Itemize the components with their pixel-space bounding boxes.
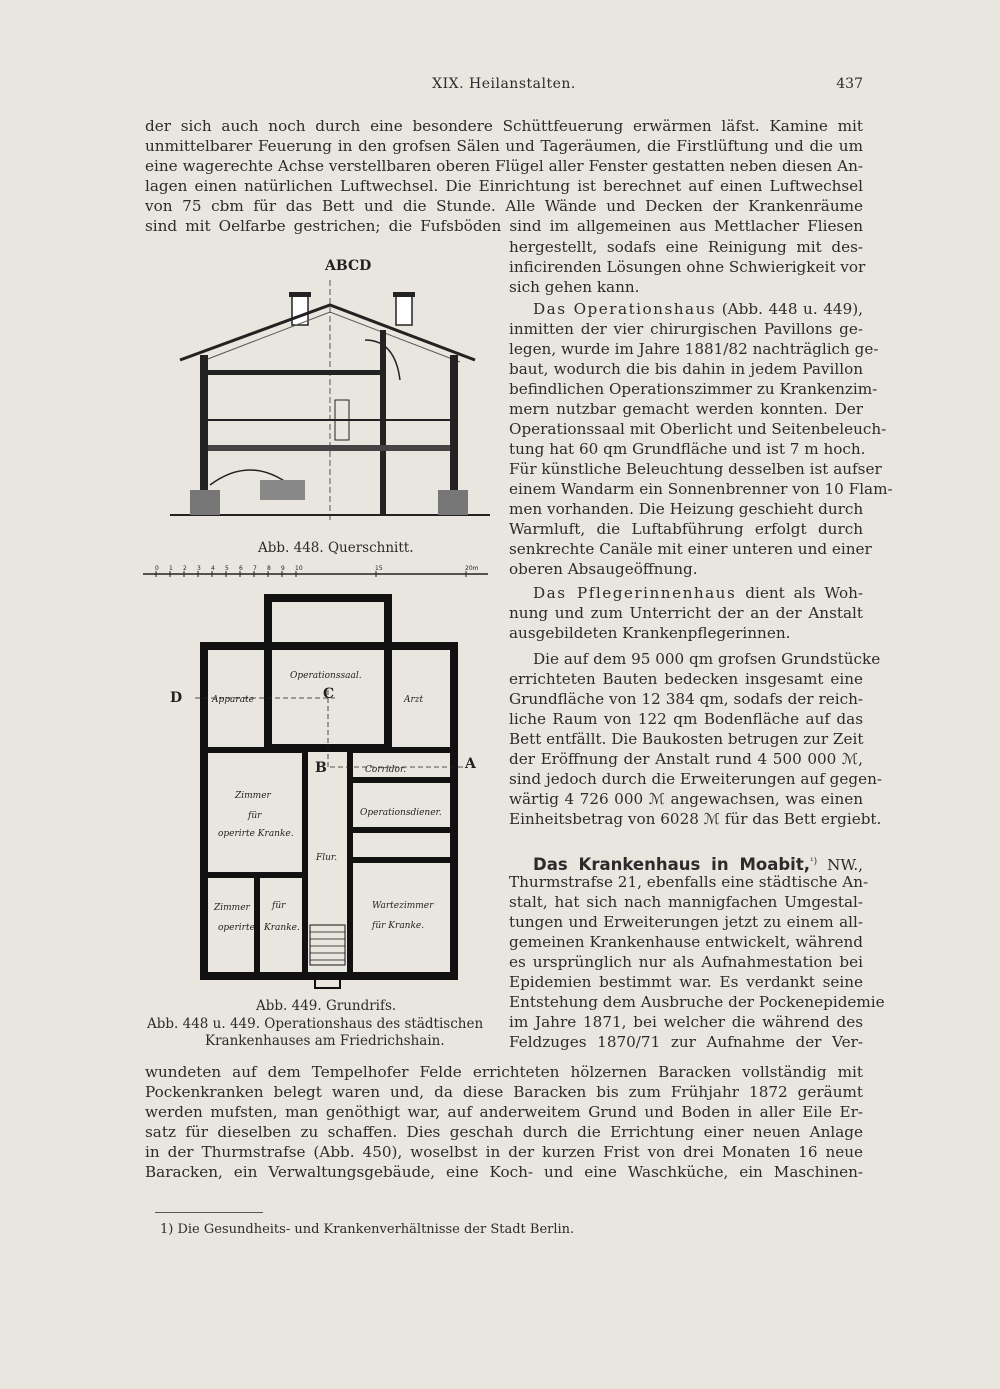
inner-wall <box>380 330 386 515</box>
text-line: gemeinen Krankenhause entwickelt, während <box>509 933 863 951</box>
text-line: einem Wandarm ein Sonnenbrenner von 10 Flam- <box>509 480 893 498</box>
text-line: Baracken, ein Verwaltungsgebäude, eine Koch- und eine Waschküche, ein Maschinen- <box>145 1163 863 1181</box>
text-line: unmittelbarer Feuerung in den grofsen Sälen und Tageräumen, die Firstlüftung und die um <box>145 137 863 155</box>
text-line: men vorhanden. Die Heizung geschieht durch <box>509 500 864 518</box>
section-letter-d: D <box>170 690 183 706</box>
room-zimmer-label: für <box>248 811 262 821</box>
stairs <box>260 480 305 500</box>
caption-448: Abb. 448. Querschnitt. <box>258 540 414 556</box>
room-wartezimmer: Wartezimmer <box>372 901 434 911</box>
text-line: Grundfläche von 12 384 qm, sodafs der reich- <box>509 690 863 708</box>
foundation-right <box>438 490 468 515</box>
heading-rest: NW., <box>827 856 863 875</box>
text-line: in der Thurmstrafse (Abb. 450), woselbst in der kurzen Frist von drei Monaten 16 neue <box>145 1143 863 1161</box>
text-line: es ursprünglich nur als Aufnahmestation bei <box>509 953 863 971</box>
text-line: sind jedoch durch die Erweiterungen auf gegen- <box>509 770 882 788</box>
entrance-steps <box>310 925 345 965</box>
section-label: ABCD <box>325 258 372 274</box>
foundation-left <box>190 490 220 515</box>
text-line: sich gehen kann. <box>509 278 640 296</box>
room-zimmer-label: Zimmer <box>235 791 271 801</box>
spaced-term: Das Pflegerinnenhaus <box>533 584 737 602</box>
text-line: befindlichen Operationszimmer zu Krankenzim- <box>509 380 878 398</box>
chimney <box>396 295 412 325</box>
scale-number: 1 <box>169 565 173 572</box>
ceiling <box>200 370 380 375</box>
text-line: satz für dieselben zu schaffen. Dies geschah durch die Errichtung einer neuen Anlage <box>145 1123 863 1141</box>
spaced-term: Das Operationshaus <box>533 300 717 318</box>
text-line: Operationssaal mit Oberlicht und Seitenbeleuch- <box>509 420 887 438</box>
cross-section-drawing <box>170 250 500 535</box>
text-line: der sich auch noch durch eine besondere Schüttfeuerung erwärmen läfst. Kamine mit <box>145 117 863 135</box>
room-fuer-small: für <box>272 901 286 911</box>
text-line: baut, wodurch die bis dahin in jedem Pavillon <box>509 360 863 378</box>
text-line: im Jahre 1871, bei welcher die während des <box>509 1013 863 1031</box>
room-corridor: Corridor. <box>365 765 407 775</box>
text-line: werden mufsten, man genöthigt war, auf anderweitem Grund und Boden in aller Eile Er- <box>145 1103 863 1121</box>
scale-number: 7 <box>253 565 257 572</box>
text-line: von 75 cbm für das Bett und die Stunde. Alle Wände und Decken der Krankenräume <box>145 197 863 215</box>
paragraph-lead <box>509 583 863 603</box>
text-line: liche Raum von 122 qm Bodenfläche auf das <box>509 710 863 728</box>
lead-rest: dient als Woh- <box>745 584 864 602</box>
chapter-title: XIX. Heilanstalten. <box>432 76 576 92</box>
text-line: mern nutzbar gemacht werden konnten. Der <box>509 400 863 418</box>
text-line: Warmluft, die Luftabführung erfolgt durch <box>509 520 863 538</box>
text-line: nung und zum Unterricht der an der Anstalt <box>509 604 863 622</box>
scale-number: 0 <box>155 565 159 572</box>
footnote-marker: ¹) <box>809 857 818 867</box>
scale-bar <box>143 562 488 580</box>
scale-number: 3 <box>197 565 201 572</box>
room-operationssaal: Operationssaal. <box>290 671 362 681</box>
floor-plan-drawing <box>160 590 490 995</box>
text-line: wärtig 4 726 000 ℳ angewachsen, was einen <box>509 790 863 808</box>
text-line: stalt, hat sich nach mannigfachen Umgestal- <box>509 893 863 911</box>
text-line: Entstehung dem Ausbruche der Pockenepidemie <box>509 993 885 1011</box>
section-letter-c: C <box>323 686 335 702</box>
text-line: sind mit Oelfarbe gestrichen; die Fufsböden sind im allgemeinen aus Mettlacher Fliesen <box>145 217 863 235</box>
room-zimmer-small: operirte <box>218 923 255 933</box>
text-line: Für künstliche Beleuchtung desselben ist aufser <box>509 460 882 478</box>
text-line: ausgebildeten Krankenpflegerinnen. <box>509 624 791 642</box>
text-line: errichteten Bauten bedecken insgesamt eine <box>509 670 863 688</box>
caption-449: Abb. 449. Grundrifs. <box>256 998 397 1014</box>
paragraph-lead <box>509 299 863 319</box>
heading-text: Das Krankenhaus in Moabit, <box>533 855 810 875</box>
text-line: Einheitsbetrag von 6028 ℳ für das Bett ergiebt. <box>509 810 882 828</box>
chimney-cap <box>393 292 415 297</box>
text-line: hergestellt, sodafs eine Reinigung mit des- <box>509 238 863 256</box>
room-wartezimmer: für Kranke. <box>372 921 425 931</box>
text-line: lagen einen natürlichen Luftwechsel. Die Einrichtung ist berechnet auf einen Luftwechsel <box>145 177 863 195</box>
ground-floor <box>208 445 450 451</box>
scale-number: 10 <box>295 565 303 572</box>
text-line: senkrechte Canäle mit einer unteren und einer <box>509 540 872 558</box>
text-line: inficirenden Lösungen ohne Schwierigkeit vor <box>509 258 866 276</box>
paragraph-lead: Die auf dem 95 000 qm grofsen Grundstücke <box>533 650 881 668</box>
footnote: 1) Die Gesundheits- und Krankenverhältnisse der Stadt Berlin. <box>160 1222 575 1237</box>
scale-number: 20m <box>465 565 479 572</box>
footnote-rule <box>155 1212 263 1213</box>
chimney <box>292 295 308 325</box>
caption-main-line2: Krankenhauses am Friedrichshain. <box>205 1033 445 1049</box>
text-line: eine wagerechte Achse verstellbaren oberen Flügel aller Fenster gestatten neben diesen An- <box>145 157 863 175</box>
scale-number: 5 <box>225 565 229 572</box>
scale-number: 4 <box>211 565 215 572</box>
page-number: 437 <box>836 76 863 92</box>
chimney-cap <box>289 292 311 297</box>
text-line: Feldzuges 1870/71 zur Aufnahme der Ver- <box>509 1033 863 1051</box>
section-letter-b: B <box>315 760 327 776</box>
room-operationsdiener: Operationsdiener. <box>360 808 442 818</box>
room-flur: Flur. <box>316 853 338 863</box>
room-fuer-small: Kranke. <box>264 923 300 933</box>
scale-number: 15 <box>375 565 383 572</box>
scale-number: 6 <box>239 565 243 572</box>
room-zimmer-small: Zimmer <box>214 903 250 913</box>
text-line: tungen und Erweiterungen jetzt zu einem all- <box>509 913 863 931</box>
text-line: oberen Absaugeöffnung. <box>509 560 698 578</box>
scale-number: 8 <box>267 565 271 572</box>
text-line: tung hat 60 qm Grundfläche und ist 7 m hoch. <box>509 440 866 458</box>
lead-rest: (Abb. 448 u. 449), <box>721 300 863 318</box>
section-letter-a: A <box>465 756 476 772</box>
caption-main-line1: Abb. 448 u. 449. Operationshaus des städtischen <box>147 1016 484 1032</box>
text-line: Thurmstrafse 21, ebenfalls eine städtische An- <box>509 873 869 891</box>
room-zimmer-label: operirte Kranke. <box>218 829 294 839</box>
scale-number: 2 <box>183 565 187 572</box>
text-line: legen, wurde im Jahre 1881/82 nachträglich ge- <box>509 340 879 358</box>
text-line: Bett entfällt. Die Baukosten betrugen zur Zeit <box>509 730 864 748</box>
room-apparate: Apparate <box>212 695 254 705</box>
text-line: Epidemien bestimmt war. Es verdankt seine <box>509 973 863 991</box>
text-line: wundeten auf dem Tempelhofer Felde errichteten hölzernen Baracken vollständig mit <box>145 1063 863 1081</box>
room-arzt: Arzt <box>404 695 424 705</box>
text-line: inmitten der vier chirurgischen Pavillons ge- <box>509 320 863 338</box>
text-line: Pockenkranken belegt waren und, da diese Baracken bis zum Frühjahr 1872 geräumt <box>145 1083 863 1101</box>
scale-number: 9 <box>281 565 285 572</box>
text-line: der Eröffnung der Anstalt rund 4 500 000 ℳ, <box>509 750 863 768</box>
running-header <box>145 76 863 100</box>
